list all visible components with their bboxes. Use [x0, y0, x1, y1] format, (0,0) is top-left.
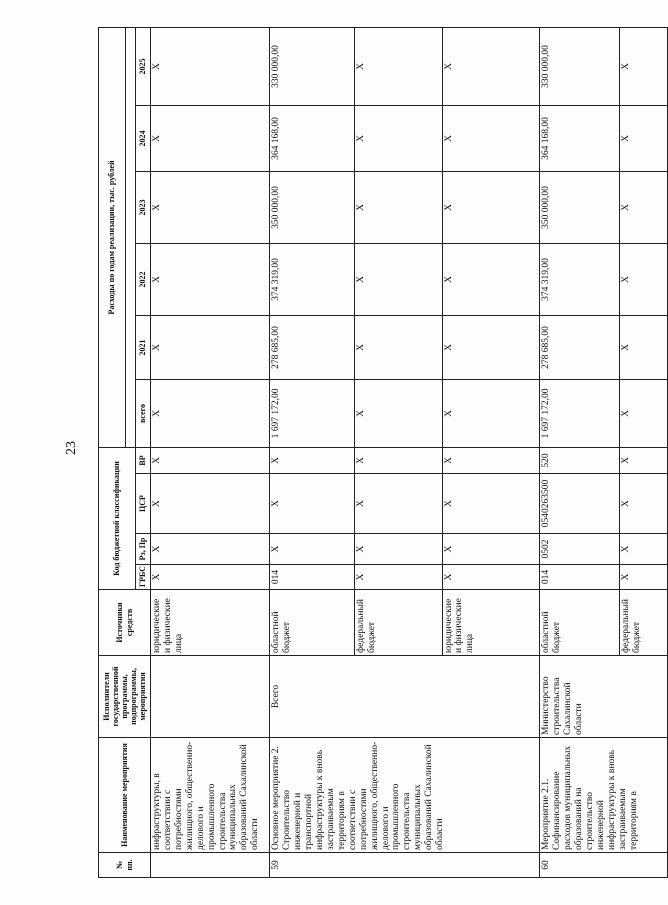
- cont-2021: X: [151, 315, 270, 379]
- row59-2024-0: 364 168,00: [270, 105, 355, 171]
- header-2024: 2024: [135, 105, 151, 171]
- row59-grbs-0: 014: [270, 565, 355, 590]
- header-row-1: [99, 27, 126, 877]
- row60-2025-0: 330 000,00: [540, 27, 620, 105]
- header-spacer: [125, 27, 135, 447]
- row59-rzpr-1: X: [355, 534, 442, 565]
- cont-num-cell: [151, 853, 270, 878]
- row59-csr-2: X: [442, 474, 540, 534]
- row60-rzpr-1: X: [620, 534, 668, 565]
- row59-csr-0: X: [270, 474, 355, 534]
- row60-vr-0: 520: [540, 447, 620, 473]
- header-csr: ЦСР: [135, 474, 151, 534]
- cont-source: юридические и физические лица: [151, 590, 270, 656]
- row60-2023-1: X: [620, 171, 668, 243]
- table-row-59: [270, 27, 355, 877]
- header-expenses: Расходы по годам реализации, тыс. рублей: [99, 27, 126, 447]
- cont-rzpr: X: [151, 534, 270, 565]
- header-total: всего: [135, 379, 151, 447]
- row59-executor: Всего: [270, 656, 540, 738]
- row59-name: Основное мероприятие 2. Строительство инженерной и транспортной инфраструктуры к вновь застраиваемым территориям в соответствии с потребностями жилищного, общественно-делового и промышленного строительства муниципальных образований Сахалинской области: [270, 738, 540, 853]
- cont-total: X: [151, 379, 270, 447]
- row60-rzpr-0: 0502: [540, 534, 620, 565]
- page-number: 23: [64, 441, 79, 455]
- row59-2023-1: X: [355, 171, 442, 243]
- row60-2023-0: 350 000,00: [540, 171, 620, 243]
- row60-vr-1: X: [620, 447, 668, 473]
- cont-2022: X: [151, 243, 270, 315]
- cont-grbs: X: [151, 565, 270, 590]
- cont-2023: X: [151, 171, 270, 243]
- row60-2022-1: X: [620, 243, 668, 315]
- row59-vr-2: X: [442, 447, 540, 473]
- row60-num: 60: [540, 853, 668, 878]
- row59-2025-2: X: [442, 27, 540, 105]
- rotated-table-frame: [98, 28, 668, 878]
- row59-rzpr-2: X: [442, 534, 540, 565]
- header-2023: 2023: [135, 171, 151, 243]
- row59-csr-1: X: [355, 474, 442, 534]
- row59-2021-2: X: [442, 315, 540, 379]
- row59-2021-0: 278 685,00: [270, 315, 355, 379]
- row60-grbs-0: 014: [540, 565, 620, 590]
- row60-source-0: областной бюджет: [540, 590, 620, 656]
- row60-name: Мероприятие 2.1. Софинансирование расходов муниципальных образований на строительство инженерной инфраструктуры к вновь застраиваемым территориям в: [540, 738, 668, 853]
- row59-vr-1: X: [355, 447, 442, 473]
- header-vr: ВР: [135, 447, 151, 473]
- row60-executor: Министерство строительства Сахалинской области: [540, 656, 668, 738]
- row59-grbs-2: X: [442, 565, 540, 590]
- row59-2022-0: 374 319,00: [270, 243, 355, 315]
- row59-grbs-1: X: [355, 565, 442, 590]
- row60-total-0: 1 697 172,00: [540, 379, 620, 447]
- row59-2024-1: X: [355, 105, 442, 171]
- row59-source-0: областной бюджет: [270, 590, 355, 656]
- header-rzpr: Рз, Пр: [135, 534, 151, 565]
- row60-2024-1: X: [620, 105, 668, 171]
- row60-grbs-1: X: [620, 565, 668, 590]
- row59-num: 59: [270, 853, 540, 878]
- cont-2025: X: [151, 27, 270, 105]
- row60-2021-0: 278 685,00: [540, 315, 620, 379]
- row59-2025-1: X: [355, 27, 442, 105]
- header-grbs: ГРБС: [135, 565, 151, 590]
- header-source: Источники средств: [99, 590, 151, 656]
- header-name: Наименование мероприятия: [99, 738, 151, 853]
- cont-executor-cell: [151, 656, 270, 738]
- row60-total-1: X: [620, 379, 668, 447]
- header-2025: 2025: [135, 27, 151, 105]
- row60-2022-0: 374 319,00: [540, 243, 620, 315]
- cont-vr: X: [151, 447, 270, 473]
- row59-2025-0: 330 000,00: [270, 27, 355, 105]
- row59-2023-2: X: [442, 171, 540, 243]
- table-row-60: [540, 27, 620, 877]
- cont-csr: X: [151, 474, 270, 534]
- row59-2024-2: X: [442, 105, 540, 171]
- row59-source-1: федеральный бюджет: [355, 590, 442, 656]
- row60-2021-1: X: [620, 315, 668, 379]
- row60-csr-0: 0540263500: [540, 474, 620, 534]
- row59-total-0: 1 697 172,00: [270, 379, 355, 447]
- row59-2023-0: 350 000,00: [270, 171, 355, 243]
- row59-2022-2: X: [442, 243, 540, 315]
- header-budget-code: Код бюджетной классификации: [99, 447, 136, 589]
- row59-2022-1: X: [355, 243, 442, 315]
- header-executor: Исполнители государственной программы, подпрограммы, мероприятия: [99, 656, 151, 738]
- cont-name-cell: инфраструктуры, в соответствии с потребностями жилищного, общественно-делового и промышленного строительства муниципальных образований Сахалинской области: [151, 738, 270, 853]
- row60-2024-0: 364 168,00: [540, 105, 620, 171]
- row60-csr-1: X: [620, 474, 668, 534]
- header-2021: 2021: [135, 315, 151, 379]
- row59-total-2: X: [442, 379, 540, 447]
- budget-table: [98, 27, 668, 878]
- table-row-continuation: [151, 27, 270, 877]
- row59-2021-1: X: [355, 315, 442, 379]
- row59-source-2: юридические и физические лица: [442, 590, 540, 656]
- row60-source-1: федеральный бюджет: [620, 590, 668, 656]
- cont-2024: X: [151, 105, 270, 171]
- row59-total-1: X: [355, 379, 442, 447]
- header-num: № пп.: [99, 853, 151, 878]
- header-2022: 2022: [135, 243, 151, 315]
- row59-rzpr-0: X: [270, 534, 355, 565]
- row60-2025-1: X: [620, 27, 668, 105]
- row59-vr-0: X: [270, 447, 355, 473]
